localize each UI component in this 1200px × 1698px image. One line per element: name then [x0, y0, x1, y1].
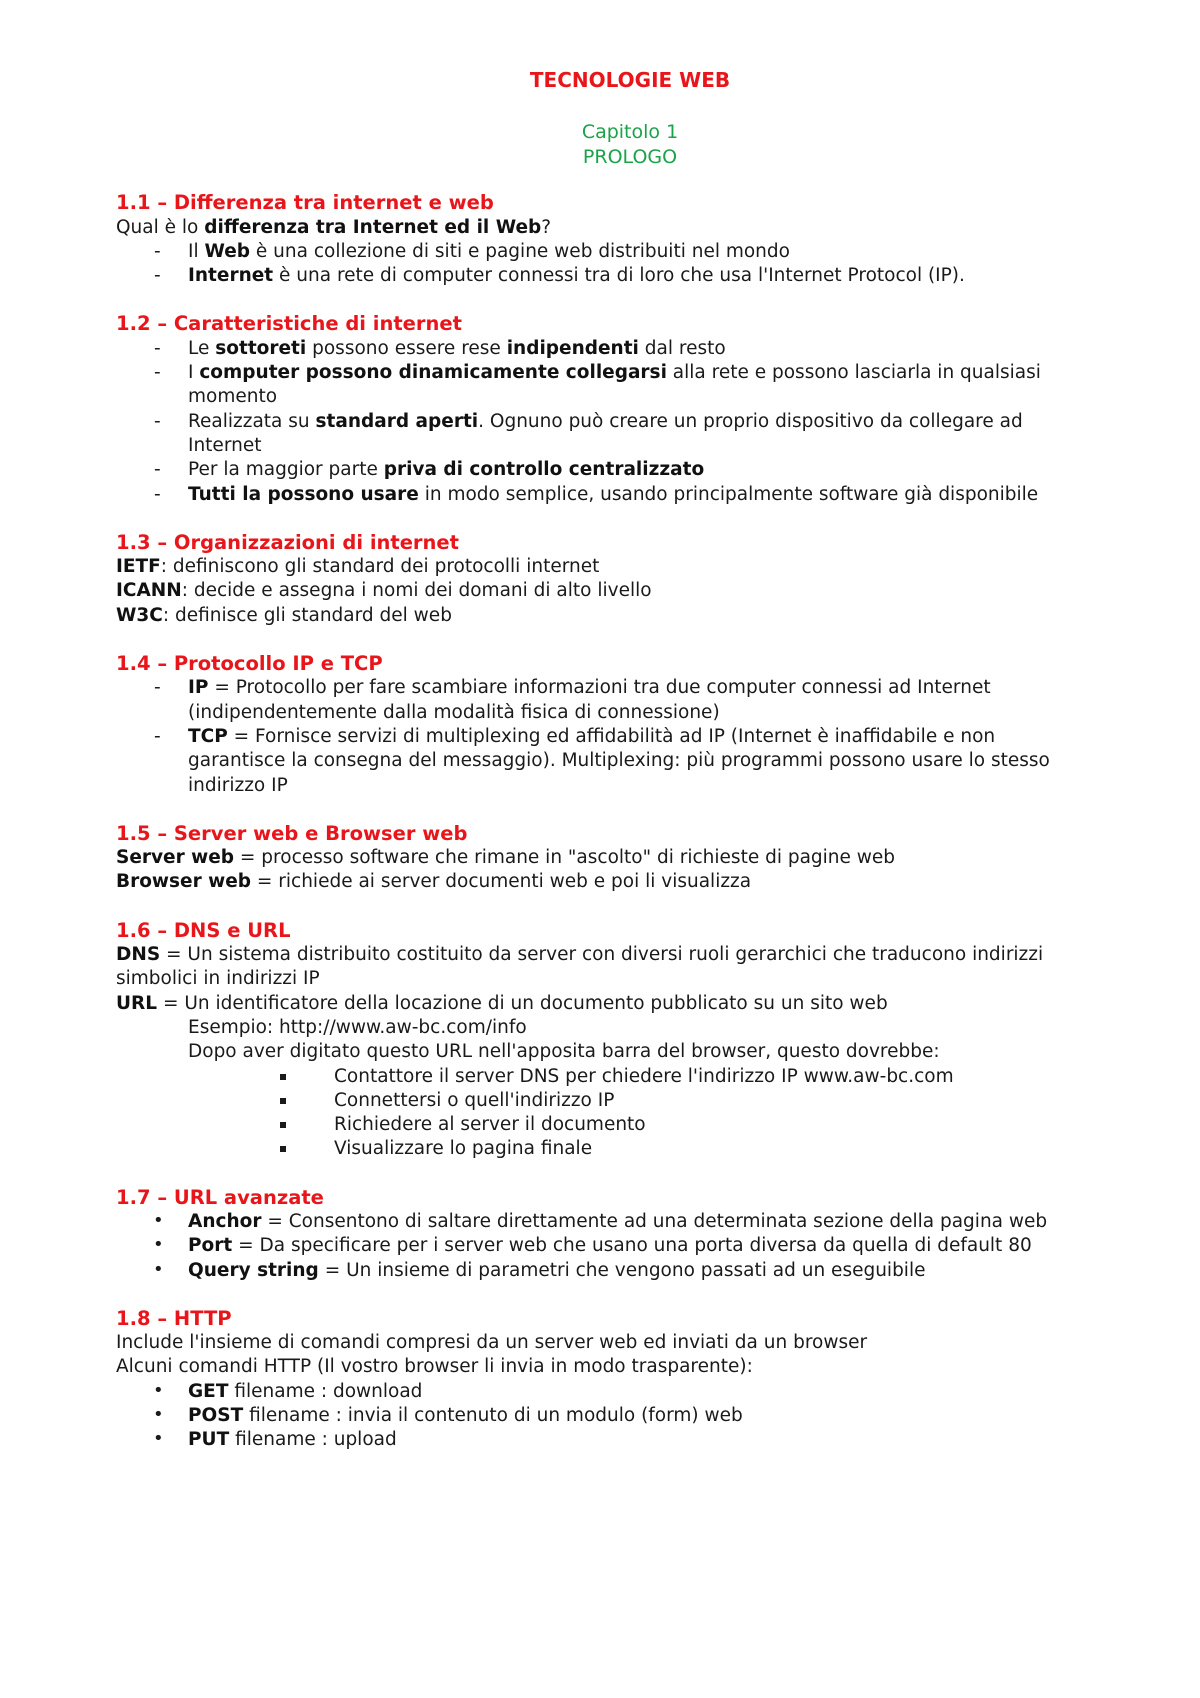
section-1-8: [116, 1307, 1140, 1453]
paragraph-line: Alcuni comandi HTTP (Il vostro browser li invia in modo trasparente):: [116, 1356, 753, 1378]
section-heading: 1.6 – DNS e URL: [116, 918, 291, 942]
section-heading: 1.1 – Differenza tra internet e web: [116, 191, 494, 215]
list-item: • GET filename : download: [153, 1379, 423, 1402]
list-item: • Query string = Un insieme di parametri che vengono passati ad un eseguibile: [153, 1258, 926, 1281]
list-item: • POST filename : invia il contenuto di un modulo (form) web: [153, 1404, 743, 1427]
step-item: Contattore il server DNS per chiedere l'indirizzo IP www.aw-bc.com: [116, 1065, 1140, 1089]
step-item: Visualizzare lo pagina finale: [116, 1137, 1140, 1161]
org-row: ICANN: decide e assegna i nomi dei domani di alto livello: [116, 580, 652, 602]
bullet-marker: •: [153, 1209, 164, 1231]
definition-row: Server web = processo software che rimane in "ascolto" di richieste di pagine web: [116, 847, 896, 869]
bullet-marker: •: [153, 1428, 164, 1450]
list-item: - IP = Protocollo per fare scambiare informazioni tra due computer connessi ad Internet (indipendentemente dalla modalità fisica di connessione): [154, 677, 991, 723]
section-heading: 1.7 – URL avanzate: [116, 1185, 324, 1209]
bullet-marker: •: [153, 1404, 164, 1426]
dash-marker: -: [154, 240, 161, 262]
list-item: • Anchor = Consentono di saltare direttamente ad una determinata sezione della pagina web: [153, 1209, 1048, 1232]
list-item: - Realizzata su standard aperti. Ognuno può creare un proprio dispositivo da collegare ad Internet: [154, 410, 1023, 456]
section-1-1: [116, 191, 1140, 288]
square-bullet-icon: [280, 1074, 286, 1080]
dash-marker: -: [154, 362, 161, 384]
dash-marker: -: [154, 410, 161, 432]
definition-row: DNS = Un sistema distribuito costituito da server con diversi ruoli gerarchici che traducono indirizzi simbolici in indirizzi IP: [116, 944, 1044, 990]
dash-marker: -: [154, 459, 161, 481]
dash-marker: -: [154, 677, 161, 699]
section-1-3: [116, 531, 1140, 628]
section-1-2: [116, 312, 1140, 506]
section-heading: 1.4 – Protocollo IP e TCP: [116, 652, 383, 676]
dash-marker: -: [154, 483, 161, 505]
dash-marker: -: [154, 725, 161, 747]
list-item: - Per la maggior parte priva di controllo centralizzato: [116, 458, 1140, 482]
section-1-4: [116, 652, 1140, 798]
section-1-7: [116, 1186, 1140, 1283]
section-1-5: [116, 822, 1140, 895]
definition-row: URL = Un identificatore della locazione di un documento pubblicato su un sito web: [116, 992, 888, 1014]
section-heading: 1.5 – Server web e Browser web: [116, 821, 468, 845]
list-item: - I computer possono dinamicamente collegarsi alla rete e possono lasciarla in qualsiasi momento: [154, 362, 1041, 408]
square-bullet-icon: [280, 1098, 286, 1104]
bullet-marker: •: [153, 1379, 164, 1401]
list-item: • PUT filename : upload: [153, 1428, 397, 1451]
section-heading: 1.2 – Caratteristiche di internet: [116, 312, 462, 336]
bullet-marker: •: [153, 1258, 164, 1280]
org-row: W3C: definisce gli standard del web: [116, 604, 452, 626]
step-item: Richiedere al server il documento: [116, 1113, 1140, 1137]
org-row: IETF: definiscono gli standard dei protocolli internet: [116, 556, 600, 578]
list-item: - Internet è una rete di computer connessi tra di loro che usa l'Internet Protocol (IP).: [116, 264, 1140, 288]
section-heading: 1.8 – HTTP: [116, 1306, 232, 1330]
square-bullet-icon: [280, 1122, 286, 1128]
dash-marker: -: [154, 265, 161, 287]
url-example: Esempio: http://www.aw-bc.com/info: [188, 1016, 527, 1038]
url-explanation: Dopo aver digitato questo URL nell'apposita barra del browser, questo dovrebbe:: [188, 1041, 940, 1063]
bullet-marker: •: [153, 1234, 164, 1256]
list-item: - Il Web è una collezione di siti e pagine web distribuiti nel mondo: [116, 240, 1140, 264]
definition-row: Browser web = richiede ai server documenti web e poi li visualizza: [116, 871, 752, 893]
document-title: TECNOLOGIE WEB: [529, 68, 731, 92]
title-block: [116, 68, 1144, 170]
list-item: - Tutti la possono usare in modo semplice, usando principalmente software già disponibile: [116, 483, 1140, 507]
question-line: Qual è lo differenza tra Internet ed il Web?: [116, 216, 552, 238]
list-item: • Port = Da specificare per i server web che usano una porta diversa da quella di default 80: [153, 1234, 1032, 1257]
square-bullet-icon: [280, 1146, 286, 1152]
dash-marker: -: [154, 337, 161, 359]
list-item: - Le sottoreti possono essere rese indipendenti dal resto: [116, 337, 1140, 361]
paragraph-line: Include l'insieme di comandi compresi da un server web ed inviati da un browser: [116, 1332, 868, 1354]
section-heading: 1.3 – Organizzazioni di internet: [116, 530, 459, 554]
chapter-label: Capitolo 1: [581, 121, 679, 144]
section-1-6: [116, 919, 1140, 1162]
step-item: Connettersi o quell'indirizzo IP: [116, 1089, 1140, 1113]
chapter-name: PROLOGO: [582, 146, 678, 169]
list-item: - TCP = Fornisce servizi di multiplexing ed affidabilità ad IP (Internet è inaffidabile e non garantisce la consegna del messaggio). Multiplexing: più programmi possono usare lo stesso indirizzo IP: [154, 725, 1050, 796]
